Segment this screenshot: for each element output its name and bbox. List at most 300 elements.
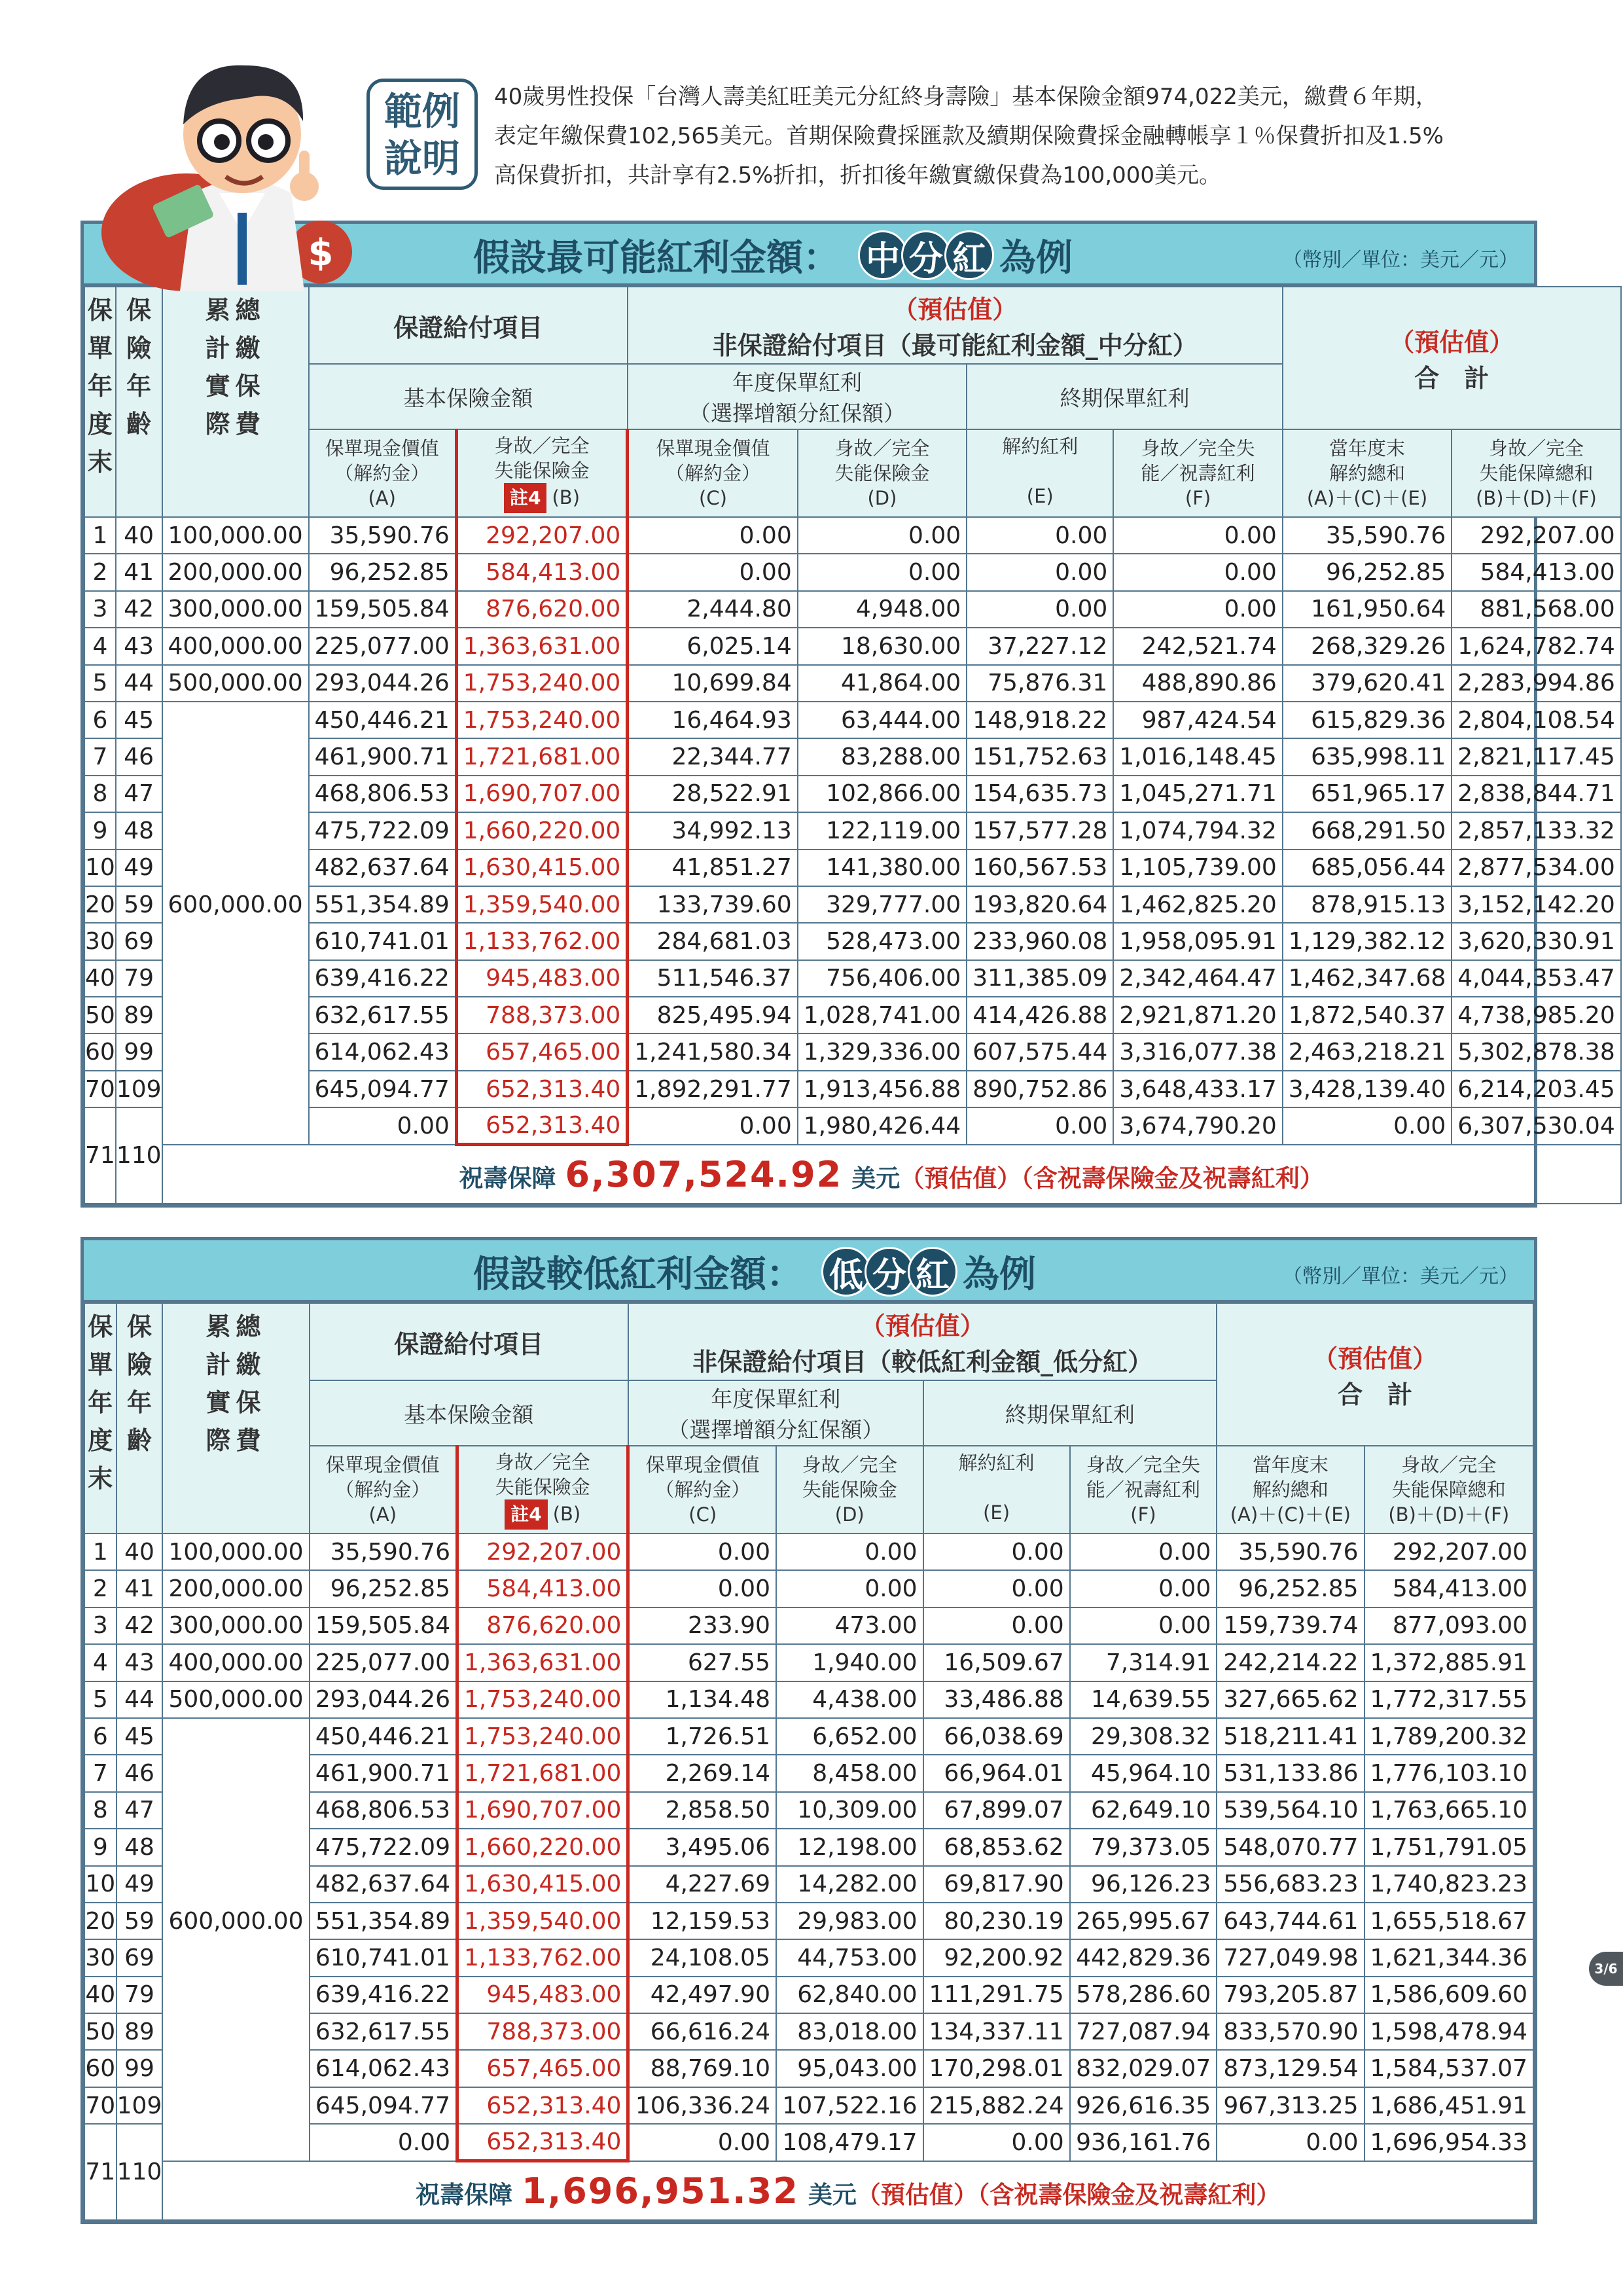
table-cell: 3,428,139.40: [1283, 1071, 1452, 1107]
table-cell: 2,463,218.21: [1283, 1033, 1452, 1070]
table-cell: 1,028,741.00: [798, 997, 967, 1033]
table-cell: 37,227.12: [967, 628, 1113, 664]
table-cell: 727,049.98: [1217, 1939, 1364, 1976]
longevity-amount: 1,696,951.32: [522, 2170, 799, 2212]
table-row: [84, 1977, 1533, 2013]
header-col-c: 保單現金價值 （解約金） (C): [628, 429, 798, 517]
table-cell: 4,948.00: [798, 591, 967, 628]
table-cell: 645,094.77: [310, 2087, 457, 2124]
header-col-b: 身故／完全 失能保險金 註4 (B): [456, 429, 627, 517]
section-title: [473, 1246, 1036, 1298]
table-cell: 0.00: [1113, 591, 1282, 628]
premium-cell-empty: [162, 1792, 309, 1829]
table-cell: 12,198.00: [776, 1829, 923, 1865]
table-cell: 1,621,344.36: [1364, 1939, 1534, 1976]
table-cell: 1,655,518.67: [1364, 1903, 1534, 1939]
table-cell: 2,283,994.86: [1452, 665, 1620, 702]
table-cell: 987,424.54: [1113, 702, 1282, 738]
header-col-b: 身故／完全 失能保險金 註4 (B): [457, 1446, 628, 1534]
table-cell: 48: [116, 812, 162, 849]
table-row: [84, 850, 1621, 886]
table-cell: 0.00: [967, 517, 1113, 554]
header-non-guaranteed: [628, 287, 1283, 364]
table-row: [84, 1607, 1533, 1644]
table-cell: 293,044.26: [310, 1681, 457, 1718]
header-col-a: 保單現金價值 （解約金） (A): [310, 1446, 457, 1534]
table-cell: 2,342,464.47: [1113, 960, 1282, 997]
table-row: [84, 2124, 1533, 2161]
table-row: [84, 2013, 1533, 2050]
table-cell: 7: [84, 738, 116, 775]
table-cell: 83,018.00: [776, 2013, 923, 2050]
table-cell: 292,207.00: [457, 1534, 628, 1570]
low-dividend-section: [80, 1237, 1537, 2224]
illustration-table: [84, 1302, 1534, 2221]
table-cell: 876,620.00: [457, 1607, 628, 1644]
table-cell: 1,016,148.45: [1113, 738, 1282, 775]
table-row: [84, 1792, 1533, 1829]
table-row: [84, 886, 1621, 923]
header-col-g: 當年度末 解約總和 (A)＋(C)＋(E): [1283, 429, 1452, 517]
badge-line2: 說明: [383, 136, 460, 181]
table-cell: 6,214,203.45: [1452, 1071, 1620, 1107]
table-cell: 1: [84, 1534, 116, 1570]
table-cell: 10,699.84: [628, 665, 798, 702]
table-cell: 109: [116, 1071, 162, 1107]
table-cell: 69: [116, 923, 162, 960]
header-col-e: 解約紅利 (E): [967, 429, 1113, 517]
table-cell: 80,230.19: [923, 1903, 1070, 1939]
table-cell: 154,635.73: [967, 776, 1113, 812]
table-cell: 44: [116, 665, 162, 702]
table-cell: 69: [116, 1939, 163, 1976]
table-cell: 22,344.77: [628, 738, 798, 775]
table-cell: 610,741.01: [310, 1939, 457, 1976]
longevity-note: （預估值）（含祝壽保險金及祝壽紅利）: [856, 2180, 1281, 2209]
table-cell: 71: [84, 2124, 116, 2219]
header-policy-year: 保單年度末: [84, 287, 116, 517]
header-age: 保險年齡: [116, 1303, 163, 1534]
table-cell: 1,133,762.00: [457, 1939, 628, 1976]
chip-3: 紅: [944, 230, 994, 280]
estimated-label: （預估值）: [860, 1312, 985, 1340]
table-cell: 756,406.00: [798, 960, 967, 997]
table-cell: 0.00: [1070, 1607, 1217, 1644]
table-cell: 62,840.00: [776, 1977, 923, 2013]
premium-cell-empty: [162, 850, 309, 886]
table-cell: 1,129,382.12: [1283, 923, 1452, 960]
table-cell: 62,649.10: [1070, 1792, 1217, 1829]
table-cell: 0.00: [309, 1107, 457, 1144]
header-annual-dividend: 年度保單紅利 （選擇增額分紅保額）: [628, 364, 967, 429]
table-cell: 66,038.69: [923, 1718, 1070, 1755]
currency-unit: （幣別／單位：美元／元）: [1283, 1265, 1518, 1288]
longevity-note: （預估值）（含祝壽保險金及祝壽紅利）: [900, 1164, 1324, 1193]
longevity-unit: 美元: [851, 1164, 901, 1193]
table-cell: 0.00: [310, 2124, 457, 2161]
table-cell: 268,329.26: [1283, 628, 1452, 664]
header-col-f: 身故／完全失 能／祝壽紅利 (F): [1113, 429, 1282, 517]
table-cell: 34,992.13: [628, 812, 798, 849]
table-cell: 200,000.00: [162, 1570, 309, 1607]
table-cell: 47: [116, 1792, 163, 1829]
table-cell: 6,307,530.04: [1452, 1107, 1620, 1144]
table-cell: 1,359,540.00: [456, 886, 627, 923]
table-cell: 159,505.84: [309, 591, 457, 628]
table-cell: 133,739.60: [628, 886, 798, 923]
table-cell: 89: [116, 2013, 163, 2050]
table-cell: 111,291.75: [923, 1977, 1070, 2013]
premium-cell-empty: [162, 1977, 309, 2013]
table-cell: 639,416.22: [309, 960, 457, 997]
table-cell: 35,590.76: [1283, 517, 1452, 554]
header-basic-amount: 基本保險金額: [309, 364, 628, 429]
header-col-h: 身故／完全 失能保障總和 (B)＋(D)＋(F): [1452, 429, 1620, 517]
table-cell: 1,913,456.88: [798, 1071, 967, 1107]
table-cell: 0.00: [628, 554, 798, 590]
table-cell: 3,495.06: [628, 1829, 776, 1865]
table-cell: 96,252.85: [309, 554, 457, 590]
table-cell: 2,804,108.54: [1452, 702, 1620, 738]
header-annual-dividend: 年度保單紅利 （選擇增額分紅保額）: [628, 1380, 923, 1446]
table-row: [84, 702, 1621, 738]
table-cell: 967,313.25: [1217, 2087, 1364, 2124]
table-cell: 1,462,825.20: [1113, 886, 1282, 923]
table-cell: 6: [84, 702, 116, 738]
table-cell: 49: [116, 850, 162, 886]
table-cell: 414,426.88: [967, 997, 1113, 1033]
title-suffix: 為例: [999, 237, 1073, 279]
table-cell: 8,458.00: [776, 1755, 923, 1791]
premium-cell-empty: [162, 960, 309, 997]
premium-cell-empty: [162, 923, 309, 960]
note4-tag: 註4: [504, 483, 546, 513]
table-cell: 685,056.44: [1283, 850, 1452, 886]
table-cell: 528,473.00: [798, 923, 967, 960]
table-cell: 825,495.94: [628, 997, 798, 1033]
table-cell: 79: [116, 1977, 163, 2013]
table-cell: 3,620,330.91: [1452, 923, 1620, 960]
table-cell: 6: [84, 1718, 116, 1755]
table-cell: 833,570.90: [1217, 2013, 1364, 2050]
table-cell: 96,126.23: [1070, 1866, 1217, 1903]
table-cell: 293,044.26: [309, 665, 457, 702]
table-cell: 92,200.92: [923, 1939, 1070, 1976]
premium-cell-empty: [162, 1939, 309, 1976]
table-cell: 100,000.00: [162, 1534, 309, 1570]
table-cell: 788,373.00: [457, 2013, 628, 2050]
table-cell: 60: [84, 2050, 116, 2087]
table-cell: 0.00: [967, 591, 1113, 628]
header-basic-amount: 基本保險金額: [310, 1380, 628, 1446]
table-cell: 0.00: [1283, 1107, 1452, 1144]
table-cell: 50: [84, 2013, 116, 2050]
header-col-f: 身故／完全失 能／祝壽紅利 (F): [1070, 1446, 1217, 1534]
table-cell: 148,918.22: [967, 702, 1113, 738]
table-cell: 0.00: [776, 1570, 923, 1607]
example-description: [494, 77, 1554, 195]
table-cell: 2: [84, 1570, 116, 1607]
table-cell: 0.00: [923, 2124, 1070, 2161]
table-cell: 3,316,077.38: [1113, 1033, 1282, 1070]
table-cell: 79,373.05: [1070, 1829, 1217, 1865]
note4-tag: 註4: [505, 1499, 547, 1530]
table-cell: 46: [116, 738, 162, 775]
table-cell: 1,074,794.32: [1113, 812, 1282, 849]
table-row: [84, 591, 1621, 628]
table-cell: 96,252.85: [310, 1570, 457, 1607]
table-cell: 0.00: [628, 1570, 776, 1607]
longevity-benefit: [162, 1145, 1621, 1204]
premium-cell-empty: [162, 738, 309, 775]
table-row: [84, 812, 1621, 849]
table-cell: 668,291.50: [1283, 812, 1452, 849]
table-cell: 0.00: [923, 1534, 1070, 1570]
table-cell: 110: [116, 2124, 163, 2219]
table-cell: 16,464.93: [628, 702, 798, 738]
table-row: [84, 738, 1621, 775]
premium-cell-empty: [162, 1107, 309, 1144]
table-cell: 1: [84, 517, 116, 554]
table-cell: 1,789,200.32: [1364, 1718, 1534, 1755]
non-guaranteed-title: 非保證給付項目（較低紅利金額_低分紅）: [692, 1348, 1153, 1376]
badge-line1: 範例: [383, 89, 460, 134]
table-cell: 106,336.24: [628, 2087, 776, 2124]
header-policy-year: 保單年度末: [84, 1303, 116, 1534]
table-cell: 18,630.00: [798, 628, 967, 664]
table-cell: 657,465.00: [457, 2050, 628, 2087]
table-cell: 59: [116, 886, 162, 923]
currency-unit: （幣別／單位：美元／元）: [1283, 249, 1518, 272]
table-cell: 632,617.55: [310, 2013, 457, 2050]
section-title-bar: [84, 1240, 1534, 1302]
table-cell: 651,965.17: [1283, 776, 1452, 812]
table-cell: 292,207.00: [1364, 1534, 1534, 1570]
table-row: [84, 1903, 1533, 1939]
table-cell: 584,413.00: [1364, 1570, 1534, 1607]
table-cell: 468,806.53: [310, 1792, 457, 1829]
table-cell: 539,564.10: [1217, 1792, 1364, 1829]
table-cell: 242,521.74: [1113, 628, 1282, 664]
table-cell: 9: [84, 812, 116, 849]
premium-cell-empty: [162, 702, 309, 738]
table-cell: 12,159.53: [628, 1903, 776, 1939]
table-cell: 878,915.13: [1283, 886, 1452, 923]
table-cell: 531,133.86: [1217, 1755, 1364, 1791]
table-cell: 170,298.01: [923, 2050, 1070, 2087]
table-cell: 936,161.76: [1070, 2124, 1217, 2161]
table-cell: 488,890.86: [1113, 665, 1282, 702]
table-cell: 4,738,985.20: [1452, 997, 1620, 1033]
table-cell: 122,119.00: [798, 812, 967, 849]
table-cell: 20: [84, 886, 116, 923]
table-row: [84, 776, 1621, 812]
table-cell: 548,070.77: [1217, 1829, 1364, 1865]
table-cell: 7: [84, 1755, 116, 1791]
table-cell: 627.55: [628, 1644, 776, 1681]
table-cell: 1,133,762.00: [456, 923, 627, 960]
svg-text:$: $: [308, 232, 334, 274]
table-cell: 1,134.48: [628, 1681, 776, 1718]
table-row: [84, 1681, 1533, 1718]
table-cell: 29,308.32: [1070, 1718, 1217, 1755]
table-cell: 0.00: [628, 1534, 776, 1570]
table-cell: 43: [116, 628, 162, 664]
table-cell: 70: [84, 2087, 116, 2124]
table-cell: 99: [116, 1033, 162, 1070]
table-cell: 68,853.62: [923, 1829, 1070, 1865]
table-cell: 14,282.00: [776, 1866, 923, 1903]
table-cell: 652,313.40: [457, 2087, 628, 2124]
table-cell: 60: [84, 1033, 116, 1070]
table-cell: 1,598,478.94: [1364, 2013, 1534, 2050]
table-cell: 284,681.03: [628, 923, 798, 960]
table-cell: 233.90: [628, 1607, 776, 1644]
table-cell: 450,446.21: [310, 1718, 457, 1755]
table-cell: 1,763,665.10: [1364, 1792, 1534, 1829]
table-cell: 1,753,240.00: [457, 1681, 628, 1718]
header-guaranteed: 保證給付項目: [309, 287, 628, 364]
table-cell: 42: [116, 1607, 163, 1644]
table-cell: 44: [116, 1681, 163, 1718]
table-cell: 2,858.50: [628, 1792, 776, 1829]
table-cell: 63,444.00: [798, 702, 967, 738]
table-cell: 945,483.00: [457, 1977, 628, 2013]
table-row: [84, 960, 1621, 997]
premium-cell-empty: [162, 2124, 309, 2161]
table-cell: 475,722.09: [309, 812, 457, 849]
table-cell: 584,413.00: [1452, 554, 1620, 590]
table-row: [84, 1829, 1533, 1865]
table-cell: 161,950.64: [1283, 591, 1452, 628]
table-cell: 40: [116, 517, 162, 554]
table-cell: 482,637.64: [309, 850, 457, 886]
table-cell: 2,921,871.20: [1113, 997, 1282, 1033]
header-guaranteed: 保證給付項目: [310, 1303, 628, 1380]
table-cell: 2: [84, 554, 116, 590]
table-row: [84, 628, 1621, 664]
table-cell: 0.00: [1217, 2124, 1364, 2161]
header-total: [1217, 1303, 1533, 1446]
table-cell: 35,590.76: [309, 517, 457, 554]
table-cell: 890,752.86: [967, 1071, 1113, 1107]
table-cell: 1,329,336.00: [798, 1033, 967, 1070]
table-cell: 945,483.00: [456, 960, 627, 997]
table-cell: 20: [84, 1903, 116, 1939]
header-non-guaranteed: [628, 1303, 1217, 1380]
table-cell: 1,241,580.34: [628, 1033, 798, 1070]
table-cell: 45: [116, 702, 162, 738]
premium-cell-empty: [162, 1033, 309, 1070]
example-badge: [366, 79, 478, 190]
premium-cell-empty: [162, 2050, 309, 2087]
premium-cell-empty: [162, 1755, 309, 1791]
table-cell: 41,851.27: [628, 850, 798, 886]
table-cell: 24,108.05: [628, 1939, 776, 1976]
table-cell: 400,000.00: [162, 628, 309, 664]
table-cell: 1,751,791.05: [1364, 1829, 1534, 1865]
table-cell: 4,227.69: [628, 1866, 776, 1903]
header-total: [1283, 287, 1621, 429]
table-cell: 1,740,823.23: [1364, 1866, 1534, 1903]
total-estimated-label: （預估值）: [1313, 1344, 1438, 1373]
longevity-row: [84, 2161, 1533, 2220]
table-cell: 632,617.55: [309, 997, 457, 1033]
table-cell: 1,630,415.00: [456, 850, 627, 886]
table-cell: 643,744.61: [1217, 1903, 1364, 1939]
longevity-amount: 6,307,524.92: [565, 1153, 843, 1195]
table-cell: 5,302,878.38: [1452, 1033, 1620, 1070]
table-cell: 159,739.74: [1217, 1607, 1364, 1644]
header-terminal-dividend: 終期保單紅利: [923, 1380, 1217, 1446]
table-cell: 69,817.90: [923, 1866, 1070, 1903]
table-cell: 652,313.40: [457, 2124, 628, 2161]
non-guaranteed-title: 非保證給付項目（最可能紅利金額_中分紅）: [712, 331, 1198, 360]
longevity-label: 祝壽保障: [416, 2180, 513, 2209]
table-cell: 95,043.00: [776, 2050, 923, 2087]
table-cell: 46: [116, 1755, 163, 1791]
table-cell: 30: [84, 923, 116, 960]
header-premium: 累總計繳實保際費: [162, 1303, 309, 1534]
table-cell: 110: [116, 1107, 162, 1203]
illustration-table: [84, 286, 1622, 1204]
table-cell: 1,753,240.00: [456, 702, 627, 738]
table-cell: 107,522.16: [776, 2087, 923, 2124]
table-cell: 9: [84, 1829, 116, 1865]
table-cell: 475,722.09: [310, 1829, 457, 1865]
table-cell: 108,479.17: [776, 2124, 923, 2161]
table-cell: 300,000.00: [162, 1607, 309, 1644]
longevity-unit: 美元: [808, 2180, 857, 2209]
table-row: [84, 923, 1621, 960]
table-cell: 0.00: [1113, 517, 1282, 554]
table-row: [84, 665, 1621, 702]
table-cell: 5: [84, 1681, 116, 1718]
premium-cell-empty: [162, 812, 309, 849]
table-cell: 10: [84, 1866, 116, 1903]
table-cell: 657,465.00: [456, 1033, 627, 1070]
table-cell: 1,776,103.10: [1364, 1755, 1534, 1791]
table-cell: 99: [116, 2050, 163, 2087]
table-cell: 160,567.53: [967, 850, 1113, 886]
table-row: [84, 1718, 1533, 1755]
table-cell: 578,286.60: [1070, 1977, 1217, 2013]
longevity-row: [84, 1145, 1621, 1204]
table-cell: 450,446.21: [309, 702, 457, 738]
total-estimated-label: （預估值）: [1389, 328, 1514, 357]
table-cell: 10: [84, 850, 116, 886]
premium-cell-empty: [162, 776, 309, 812]
header-terminal-dividend: 終期保單紅利: [967, 364, 1283, 429]
table-cell: 1,772,317.55: [1364, 1681, 1534, 1718]
table-cell: 607,575.44: [967, 1033, 1113, 1070]
table-cell: 379,620.41: [1283, 665, 1452, 702]
table-cell: 0.00: [1113, 554, 1282, 590]
premium-cell-empty: [162, 2087, 309, 2124]
table-cell: 265,995.67: [1070, 1903, 1217, 1939]
table-cell: 44,753.00: [776, 1939, 923, 1976]
table-cell: 1,721,681.00: [456, 738, 627, 775]
table-cell: 35,590.76: [1217, 1534, 1364, 1570]
table-cell: 645,094.77: [309, 1071, 457, 1107]
table-cell: 225,077.00: [310, 1644, 457, 1681]
table-cell: 42,497.90: [628, 1977, 776, 2013]
dividend-level-chips: [821, 1247, 951, 1297]
chip-3: 紅: [908, 1247, 957, 1297]
table-row: [84, 1033, 1621, 1070]
table-cell: 4: [84, 628, 116, 664]
table-cell: 96,252.85: [1283, 554, 1452, 590]
